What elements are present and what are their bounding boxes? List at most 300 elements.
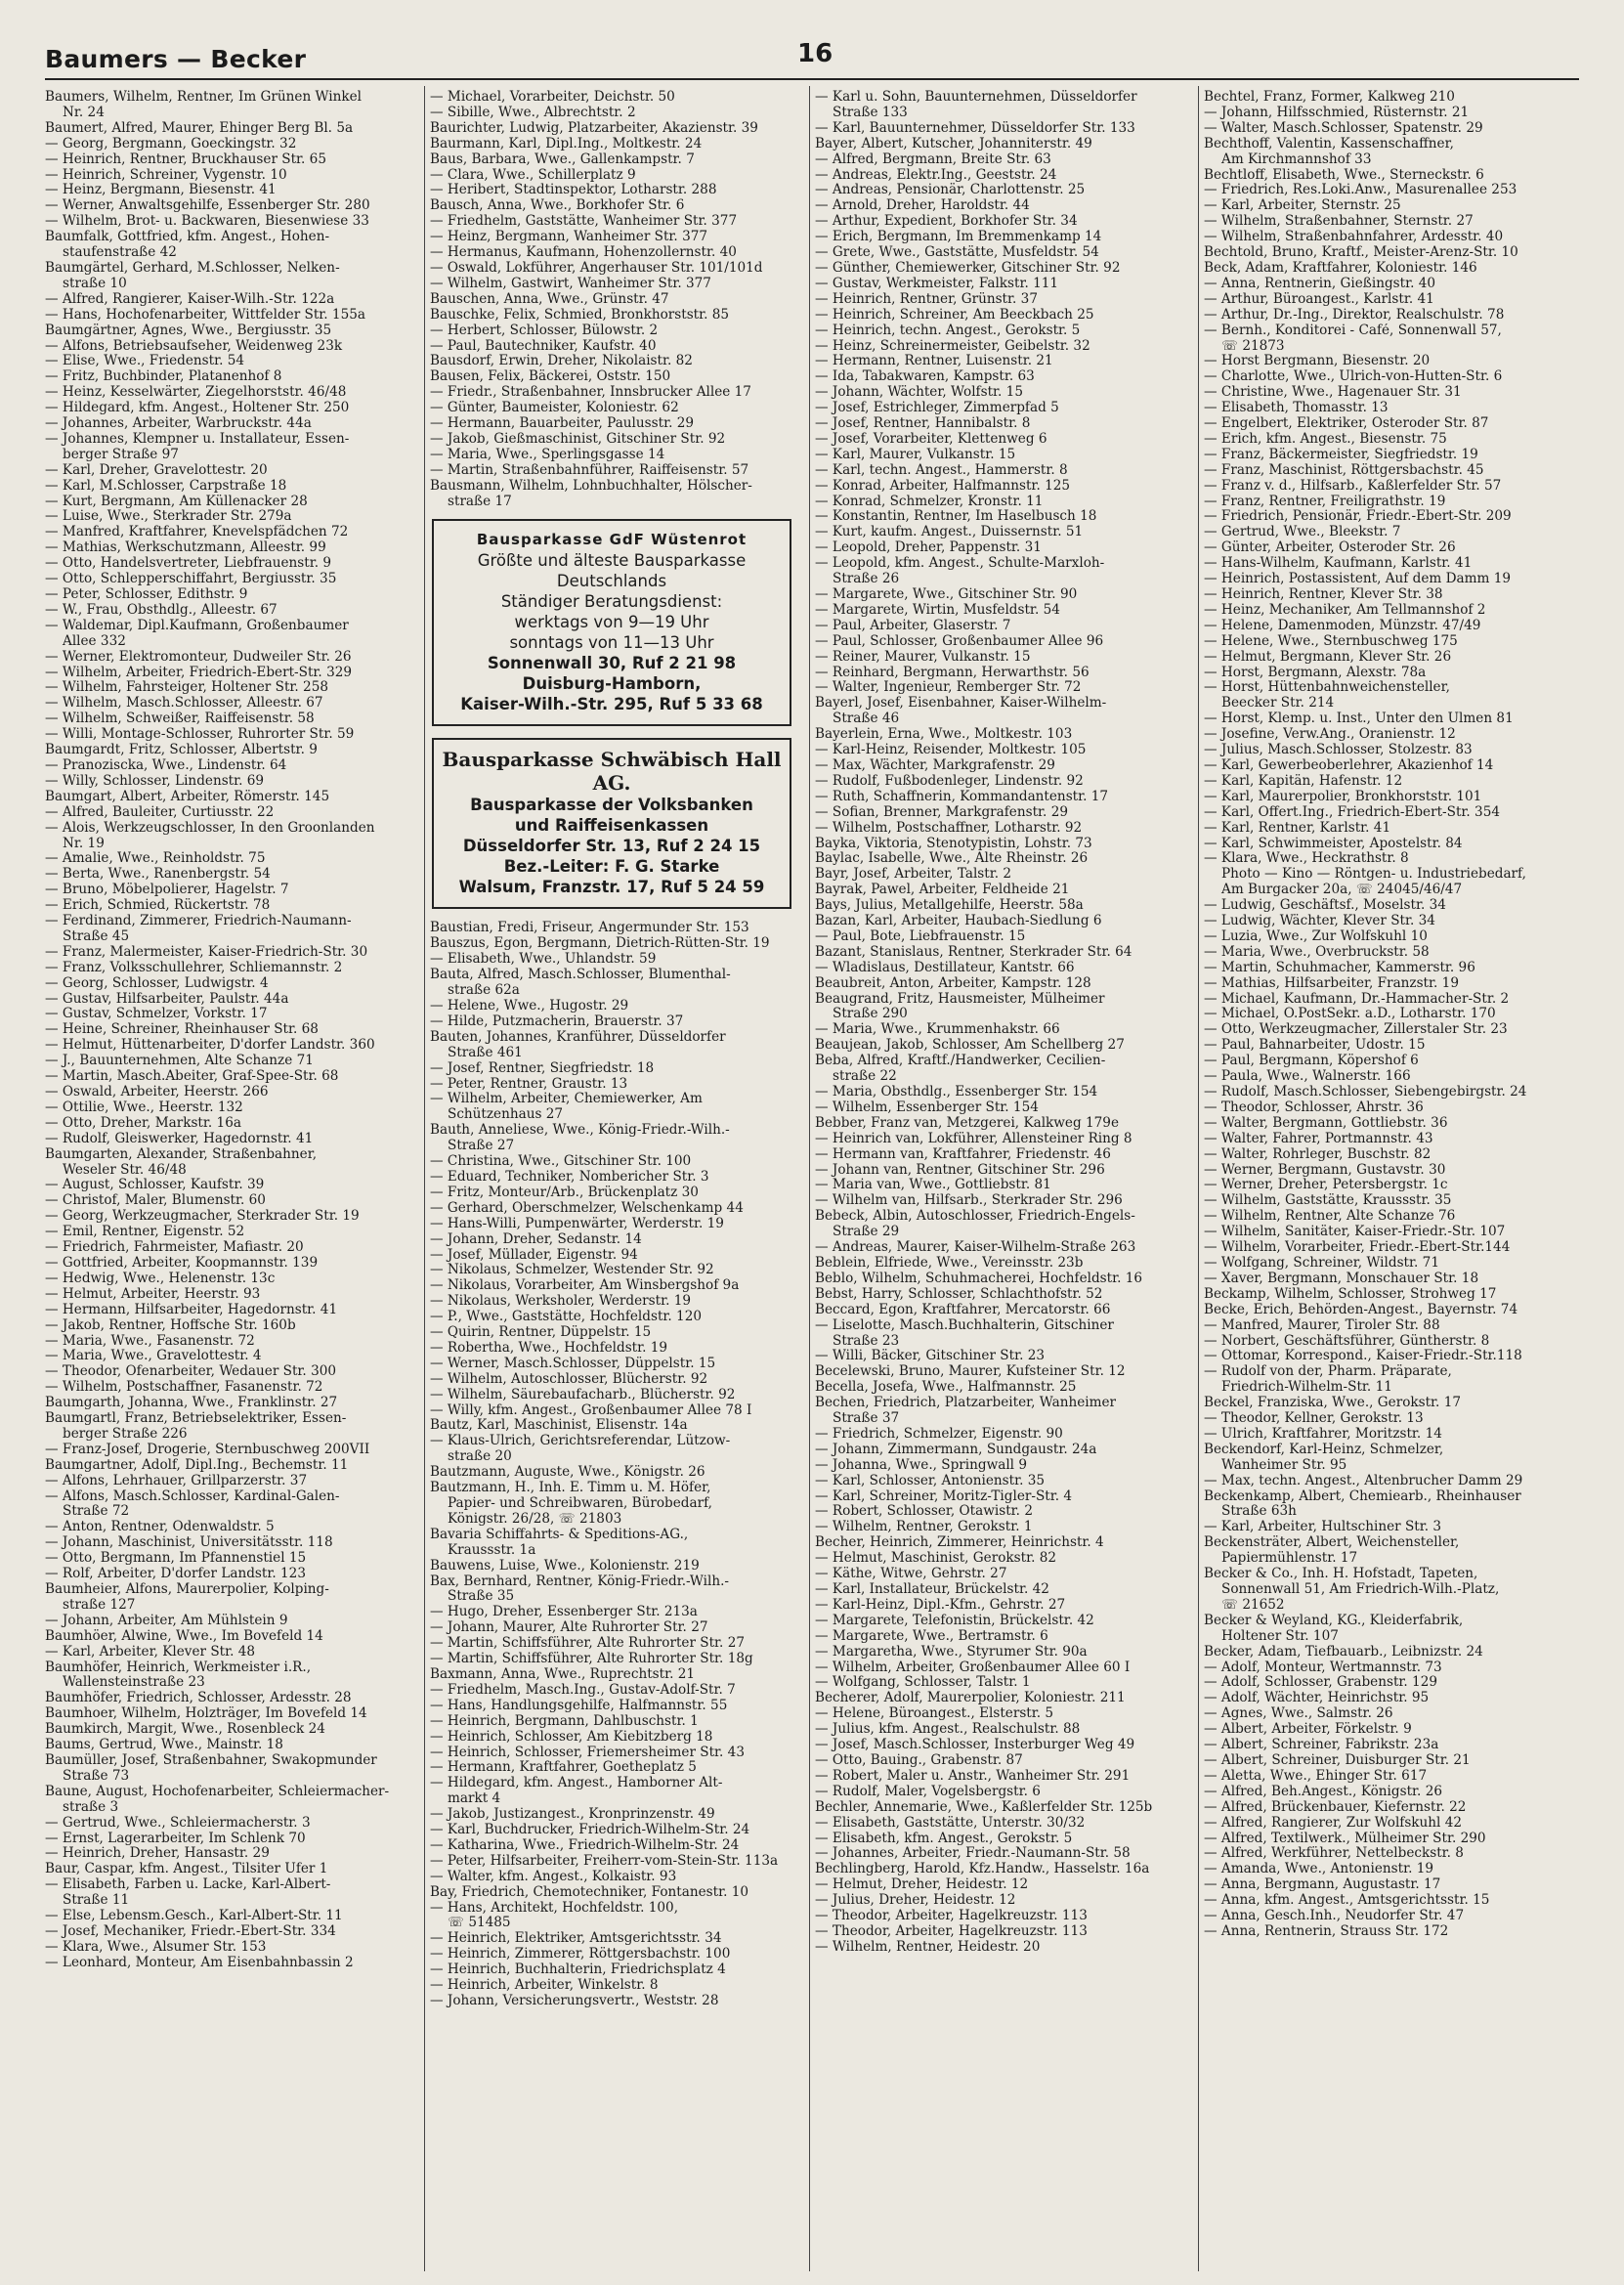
directory-entry: — Johann, Dreher, Sedanstr. 14 xyxy=(430,1231,642,1247)
directory-entry: — Karl, Arbeiter, Hultschiner Str. 3 xyxy=(1204,1520,1442,1535)
directory-entry: — Elisabeth, Thomasstr. 13 xyxy=(1204,401,1389,416)
directory-entry: — Helene, Wwe., Sternbuschweg 175 xyxy=(1204,633,1458,649)
directory-entry: — Karl, Arbeiter, Klever Str. 48 xyxy=(45,1644,256,1660)
directory-entry: — Heinrich, techn. Angest., Gerokstr. 5 xyxy=(815,323,1081,338)
directory-entry: — Anna, Rentnerin, Gießingstr. 40 xyxy=(1204,276,1436,291)
directory-entry: — Maria, Wwe., Gravelottestr. 4 xyxy=(45,1349,262,1364)
directory-entry: — Robert, Schlosser, Otawistr. 2 xyxy=(815,1504,1033,1520)
directory-entry: — Erich, kfm. Angest., Biesenstr. 75 xyxy=(1204,431,1447,447)
directory-entry: Baumhoer, Wilhelm, Holzträger, Im Bovefeld 14 xyxy=(45,1706,367,1722)
directory-entry: — Friedrich, Schmelzer, Eigenstr. 90 xyxy=(815,1426,1063,1442)
directory-entry: — Peter, Hilfsarbeiter, Freiherr-vom-Stein-Str. 113a xyxy=(430,1853,779,1869)
directory-entry: — Karl-Heinz, Dipl.-Kfm., Gehrstr. 27 xyxy=(815,1597,1066,1613)
directory-entry: straße 17 xyxy=(448,494,512,509)
directory-entry: Bauschke, Felix, Schmied, Bronkhorststr. 85 xyxy=(430,307,730,323)
ad-line: Bez.-Leiter: F. G. Starke xyxy=(503,857,720,877)
directory-entry: — Bruno, Möbelpolierer, Hagelstr. 7 xyxy=(45,883,289,898)
directory-entry: Becke, Erich, Behörden-Angest., Bayernstr. 74 xyxy=(1204,1302,1518,1317)
directory-entry: — Friedrich, Res.Loki.Anw., Masurenallee 253 xyxy=(1204,183,1517,198)
directory-column-1 xyxy=(45,90,408,2271)
directory-entry: — Wilhelm, Gaststätte, Kraussstr. 35 xyxy=(1204,1193,1452,1209)
directory-entry: — Margarete, Telefonistin, Brückelstr. 42 xyxy=(815,1613,1094,1628)
directory-entry: Am Burgacker 20a, ☏ 24045/46/47 xyxy=(1221,883,1463,898)
directory-entry: Straße 46 xyxy=(833,711,900,727)
directory-entry: — Johanna, Wwe., Springwall 9 xyxy=(815,1457,1028,1473)
directory-entry: — Mathias, Werkschutzmann, Alleestr. 99 xyxy=(45,540,326,556)
directory-entry: — Heribert, Stadtinspektor, Lotharstr. 288 xyxy=(430,183,717,198)
directory-entry: — Maria, Wwe., Fasanenstr. 72 xyxy=(45,1333,255,1349)
directory-entry: — Emil, Rentner, Eigenstr. 52 xyxy=(45,1225,245,1240)
directory-entry: — Anna, Bergmann, Augustastr. 17 xyxy=(1204,1877,1441,1893)
directory-entry: — Karl, Schlosser, Antonienstr. 35 xyxy=(815,1473,1046,1488)
directory-entry: — Johann, Maurer, Alte Ruhrorter Str. 27 xyxy=(430,1620,708,1636)
directory-entry: — Heinrich, Buchhalterin, Friedrichsplatz 4 xyxy=(430,1962,726,1978)
directory-entry: — Margaretha, Wwe., Styrumer Str. 90a xyxy=(815,1644,1088,1660)
directory-entry: Straße 11 xyxy=(63,1893,130,1909)
ad-line: Ständiger Beratungsdienst: xyxy=(500,592,723,612)
directory-entry: Beckendorf, Karl-Heinz, Schmelzer, xyxy=(1204,1442,1444,1457)
directory-entry: — Rudolf, Gleiswerker, Hagedornstr. 41 xyxy=(45,1131,314,1146)
directory-entry: — Heinz, Bergmann, Wanheimer Str. 377 xyxy=(430,230,708,245)
directory-entry: — Sofian, Brenner, Markgrafenstr. 29 xyxy=(815,804,1068,820)
directory-entry: — Helmut, Hüttenarbeiter, D'dorfer Landstr. 360 xyxy=(45,1038,375,1054)
directory-entry: — Heinz, Bergmann, Biesenstr. 41 xyxy=(45,183,277,198)
directory-entry: Straße 27 xyxy=(448,1139,515,1154)
directory-entry: — Paul, Arbeiter, Glaserstr. 7 xyxy=(815,618,1011,633)
directory-entry: — Friedrich, Pensionär, Friedr.-Ebert-Str. 209 xyxy=(1204,509,1512,525)
directory-entry: — Alfred, Beh.Angest., Königstr. 26 xyxy=(1204,1784,1442,1799)
directory-entry: — Clara, Wwe., Schillerplatz 9 xyxy=(430,167,636,183)
directory-entry: — Waldemar, Dipl.Kaufmann, Großenbaumer xyxy=(45,618,349,633)
directory-entry: Becker, Adam, Tiefbauarb., Leibnizstr. 24 xyxy=(1204,1644,1483,1660)
directory-entry: — Klara, Wwe., Alsumer Str. 153 xyxy=(45,1939,267,1955)
directory-entry: — Helene, Büroangest., Elsterstr. 5 xyxy=(815,1706,1054,1722)
directory-entry: — Martin, Masch.Abeiter, Graf-Spee-Str. 68 xyxy=(45,1069,339,1085)
directory-entry: — Eduard, Techniker, Nombericher Str. 3 xyxy=(430,1169,709,1185)
directory-entry: — Helmut, Maschinist, Gerokstr. 82 xyxy=(815,1551,1057,1567)
directory-entry: Baur, Caspar, kfm. Angest., Tilsiter Ufer 1 xyxy=(45,1862,328,1877)
directory-entry: — Wladislaus, Destillateur, Kantstr. 66 xyxy=(815,960,1075,975)
directory-entry: — Max, Wächter, Markgrafenstr. 29 xyxy=(815,757,1055,773)
directory-entry: Bazant, Stanislaus, Rentner, Sterkrader Str. 64 xyxy=(815,944,1133,960)
directory-entry: — Alfred, Textilwerk., Mülheimer Str. 290 xyxy=(1204,1831,1486,1846)
directory-entry: — Margarete, Wwe., Gitschiner Str. 90 xyxy=(815,587,1078,602)
directory-entry: — Hildegard, kfm. Angest., Hamborner Alt- xyxy=(430,1776,723,1791)
directory-entry: — Mathias, Hilfsarbeiter, Franzstr. 19 xyxy=(1204,975,1459,991)
directory-entry: — Konstantin, Rentner, Im Haselbusch 18 xyxy=(815,509,1097,525)
ad-line: Bausparkasse Schwäbisch Hall AG. xyxy=(442,748,782,796)
directory-column-3 xyxy=(815,90,1178,2271)
directory-entry: Holtener Str. 107 xyxy=(1221,1628,1339,1644)
directory-entry: Bausen, Felix, Bäckerei, Oststr. 150 xyxy=(430,369,671,385)
ad-line: Sonnenwall 30, Ruf 2 21 98 xyxy=(487,654,737,673)
directory-entry: Am Kirchmannshof 33 xyxy=(1221,151,1372,167)
directory-entry: Weseler Str. 46/48 xyxy=(63,1162,187,1178)
directory-entry: Königstr. 26/28, ☏ 21803 xyxy=(448,1511,622,1527)
directory-entry: — Karl, Maurer, Vulkanstr. 15 xyxy=(815,447,1016,462)
directory-entry: — Paul, Bote, Liebfrauenstr. 15 xyxy=(815,928,1026,944)
directory-entry: — Maria van, Wwe., Gottliebstr. 81 xyxy=(815,1178,1051,1193)
directory-entry: Beblo, Wilhelm, Schuhmacherei, Hochfeldstr. 16 xyxy=(815,1271,1143,1286)
directory-entry: — Gustav, Werkmeister, Falkstr. 111 xyxy=(815,276,1059,291)
directory-entry: — Engelbert, Elektriker, Osteroder Str. 87 xyxy=(1204,416,1489,432)
directory-entry: — Ulrich, Kraftfahrer, Moritzstr. 14 xyxy=(1204,1426,1442,1442)
header-rule xyxy=(45,78,1579,80)
directory-entry: — Friedr., Straßenbahner, Innsbrucker Allee 17 xyxy=(430,385,751,401)
directory-entry: — Franz, Maschinist, Röttgersbachstr. 45 xyxy=(1204,462,1484,478)
directory-entry: — Wilhelm, Rentner, Alte Schanze 76 xyxy=(1204,1209,1456,1225)
directory-entry: Bechthoff, Valentin, Kassenschaffner, xyxy=(1204,136,1454,151)
directory-entry: — Willy, kfm. Angest., Großenbaumer Allee 78 I xyxy=(430,1402,752,1418)
directory-entry: Baurichter, Ludwig, Platzarbeiter, Akazienstr. 39 xyxy=(430,120,758,136)
directory-entry: Bayerlein, Erna, Wwe., Moltkestr. 103 xyxy=(815,727,1073,743)
directory-entry: — Alfred, Bergmann, Breite Str. 63 xyxy=(815,151,1051,167)
directory-entry: — Ludwig, Wächter, Klever Str. 34 xyxy=(1204,914,1435,929)
directory-entry: — Josef, Mechaniker, Friedr.-Ebert-Str. 334 xyxy=(45,1923,336,1939)
directory-entry: Baumgarth, Johanna, Wwe., Franklinstr. 27 xyxy=(45,1396,338,1411)
directory-entry: — Karl, Gewerbeoberlehrer, Akazienhof 14 xyxy=(1204,757,1494,773)
directory-entry: — Gerhard, Oberschmelzer, Welschenkamp 44 xyxy=(430,1200,744,1216)
directory-entry: — Konrad, Arbeiter, Halfmannstr. 125 xyxy=(815,478,1071,494)
directory-entry: — Ida, Tabakwaren, Kampstr. 63 xyxy=(815,369,1035,385)
column-divider xyxy=(809,86,810,2271)
directory-entry: — Rudolf, Masch.Schlosser, Siebengebirgstr. 24 xyxy=(1204,1085,1527,1099)
ad-line: Größte und älteste Bausparkasse xyxy=(477,551,747,571)
directory-entry: — Martin, Straßenbahnführer, Raiffeisenstr. 57 xyxy=(430,462,749,478)
directory-entry: — Christina, Wwe., Gitschiner Str. 100 xyxy=(430,1154,692,1170)
directory-entry: — W., Frau, Obsthdlg., Alleestr. 67 xyxy=(45,602,278,618)
directory-entry: — Jakob, Justizangest., Kronprinzenstr. 49 xyxy=(430,1807,715,1823)
directory-entry: — Otto, Bauing., Grabenstr. 87 xyxy=(815,1752,1023,1768)
directory-entry: — Wilhelm, Rentner, Heidestr. 20 xyxy=(815,1939,1041,1955)
ad-line: Walsum, Franzstr. 17, Ruf 5 24 59 xyxy=(458,878,765,897)
directory-entry: Bauszus, Egon, Bergmann, Dietrich-Rütten-Str. 19 xyxy=(430,936,770,952)
directory-entry: — Georg, Bergmann, Goeckingstr. 32 xyxy=(45,136,297,151)
directory-entry: Nr. 24 xyxy=(63,105,105,120)
directory-entry: — Michael, Kaufmann, Dr.-Hammacher-Str. 2 xyxy=(1204,991,1510,1007)
directory-entry: — Peter, Rentner, Graustr. 13 xyxy=(430,1076,628,1092)
directory-entry: — Helene, Damenmoden, Münzstr. 47/49 xyxy=(1204,618,1481,633)
directory-entry: — J., Bauunternehmen, Alte Schanze 71 xyxy=(45,1054,314,1069)
directory-entry: Baumhöfer, Friedrich, Schlosser, Ardesstr. 28 xyxy=(45,1691,352,1706)
directory-entry: — Xaver, Bergmann, Monschauer Str. 18 xyxy=(1204,1271,1479,1286)
directory-entry: — P., Wwe., Gaststätte, Hochfeldstr. 120 xyxy=(430,1310,703,1325)
directory-entry: — Adolf, Monteur, Wertmannstr. 73 xyxy=(1204,1660,1442,1675)
directory-entry: — Theodor, Arbeiter, Hagelkreuzstr. 113 xyxy=(815,1909,1088,1924)
directory-entry: — Quirin, Rentner, Düppelstr. 15 xyxy=(430,1325,652,1341)
directory-entry: — Norbert, Geschäftsführer, Güntherstr. 8 xyxy=(1204,1333,1490,1349)
directory-entry: Bautzmann, H., Inh. E. Timm u. M. Höfer, xyxy=(430,1481,711,1496)
directory-entry: — Franz v. d., Hilfsarb., Kaßlerfelder Str. 57 xyxy=(1204,478,1502,494)
directory-entry: — Werner, Anwaltsgehilfe, Essenberger Str. 280 xyxy=(45,198,370,214)
directory-entry: Bebber, Franz van, Metzgerei, Kalkweg 179e xyxy=(815,1115,1119,1131)
directory-entry: Baumert, Alfred, Maurer, Ehinger Berg Bl. 5a xyxy=(45,120,354,136)
directory-entry: — Johannes, Klempner u. Installateur, Essen- xyxy=(45,431,350,447)
directory-entry: — Hermanus, Kaufmann, Hohenzollernstr. 40 xyxy=(430,245,737,261)
directory-entry: ☏ 21873 xyxy=(1221,338,1285,354)
directory-entry: — Heinrich van, Lokführer, Allensteiner Ring 8 xyxy=(815,1131,1133,1146)
directory-entry: — Konrad, Schmelzer, Kronstr. 11 xyxy=(815,494,1044,509)
directory-entry: — Nikolaus, Vorarbeiter, Am Winsbergshof 9a xyxy=(430,1278,740,1294)
directory-entry: — Heinrich, Zimmerer, Röttgersbachstr. 100 xyxy=(430,1947,731,1962)
directory-entry: Wanheimer Str. 95 xyxy=(1221,1457,1347,1473)
directory-entry: — Helmut, Arbeiter, Heerstr. 93 xyxy=(45,1286,261,1302)
directory-entry: Bauten, Johannes, Kranführer, Düsseldorfer xyxy=(430,1029,726,1045)
directory-entry: — Heinrich, Bergmann, Dahlbuschstr. 1 xyxy=(430,1713,699,1729)
directory-entry: — Maria, Wwe., Sperlingsgasse 14 xyxy=(430,447,665,462)
directory-entry: — Josef, Vorarbeiter, Klettenweg 6 xyxy=(815,431,1047,447)
directory-entry: — Andreas, Elektr.Ing., Geeststr. 24 xyxy=(815,167,1057,183)
directory-entry: straße 62a xyxy=(448,983,520,999)
directory-entry: — Ernst, Lagerarbeiter, Im Schlenk 70 xyxy=(45,1831,306,1846)
directory-entry: — Paul, Bergmann, Köpershof 6 xyxy=(1204,1054,1419,1069)
directory-entry: — Karl, techn. Angest., Hammerstr. 8 xyxy=(815,462,1068,478)
directory-entry: — Rudolf, Fußbodenleger, Lindenstr. 92 xyxy=(815,773,1084,789)
directory-entry: Baus, Barbara, Wwe., Gallenkampstr. 7 xyxy=(430,151,695,167)
directory-entry: Bechtold, Bruno, Kraftf., Meister-Arenz-Str. 10 xyxy=(1204,245,1518,261)
directory-entry: — Ferdinand, Zimmerer, Friedrich-Naumann- xyxy=(45,914,352,929)
directory-entry: Baumfalk, Gottfried, kfm. Angest., Hohen- xyxy=(45,230,330,245)
directory-entry: — Heinrich, Dreher, Hansastr. 29 xyxy=(45,1846,270,1862)
directory-entry: — Heinrich, Arbeiter, Winkelstr. 8 xyxy=(430,1978,659,1994)
directory-entry: — Kurt, kaufm. Angest., Duissernstr. 51 xyxy=(815,525,1084,540)
directory-entry: — Wilhelm, Rentner, Gerokstr. 1 xyxy=(815,1520,1033,1535)
directory-entry: — Amanda, Wwe., Antonienstr. 19 xyxy=(1204,1862,1434,1877)
directory-entry: — Horst Bergmann, Biesenstr. 20 xyxy=(1204,354,1431,369)
directory-entry: Straße 63h xyxy=(1221,1504,1297,1520)
directory-entry: Becker & Weyland, KG., Kleiderfabrik, xyxy=(1204,1613,1464,1628)
directory-entry: — Otto, Handelsvertreter, Liebfrauenstr. 9 xyxy=(45,556,332,572)
column-divider xyxy=(424,86,425,2271)
directory-entry: — Heinz, Mechaniker, Am Tellmannshof 2 xyxy=(1204,602,1486,618)
directory-entry: — Günter, Baumeister, Koloniestr. 62 xyxy=(430,401,679,416)
directory-entry: Bechlingberg, Harold, Kfz.Handw., Hasselstr. 16a xyxy=(815,1862,1150,1877)
directory-entry: Bayrak, Pawel, Arbeiter, Feldheide 21 xyxy=(815,883,1070,898)
directory-entry: — Maria, Obsthdlg., Essenberger Str. 154 xyxy=(815,1085,1098,1099)
ad-line: Duisburg-Hamborn, xyxy=(522,674,702,694)
directory-entry: — Wilhelm van, Hilfsarb., Sterkrader Str. 296 xyxy=(815,1193,1123,1209)
directory-entry: Baumgart, Albert, Arbeiter, Römerstr. 145 xyxy=(45,789,330,804)
directory-entry: — Karl, Schreiner, Moritz-Tigler-Str. 4 xyxy=(815,1488,1073,1504)
directory-entry: — Johann, Zimmermann, Sundgaustr. 24a xyxy=(815,1442,1097,1457)
directory-entry: — Arthur, Büroangest., Karlstr. 41 xyxy=(1204,291,1434,307)
directory-entry: — Gustav, Hilfsarbeiter, Paulstr. 44a xyxy=(45,991,289,1007)
directory-entry: — Wilhelm, Straßenbahner, Sternstr. 27 xyxy=(1204,214,1474,230)
directory-entry: Bechler, Annemarie, Wwe., Kaßlerfelder Str. 125b xyxy=(815,1799,1153,1815)
directory-entry: straße 3 xyxy=(63,1799,119,1815)
directory-entry: — Else, Lebensm.Gesch., Karl-Albert-Str. 11 xyxy=(45,1909,343,1924)
directory-entry: — Werner, Elektromonteur, Dudweiler Str. 26 xyxy=(45,649,352,665)
directory-entry: — Ottomar, Korrespond., Kaiser-Friedr.-Str.118 xyxy=(1204,1349,1522,1364)
directory-entry: Straße 35 xyxy=(448,1589,515,1605)
directory-entry: Baustian, Fredi, Friseur, Angermunder Str. 153 xyxy=(430,921,749,936)
directory-entry: — Wilhelm, Fahrsteiger, Holtener Str. 258 xyxy=(45,680,328,696)
directory-entry: — Josef, Masch.Schlosser, Insterburger Weg 49 xyxy=(815,1738,1135,1753)
directory-entry: — Theodor, Schlosser, Ahrstr. 36 xyxy=(1204,1099,1424,1115)
directory-entry: — Liselotte, Masch.Buchhalterin, Gitschiner xyxy=(815,1317,1114,1333)
directory-entry: — Julius, Masch.Schlosser, Stolzestr. 83 xyxy=(1204,743,1473,758)
directory-entry: Beaugrand, Fritz, Hausmeister, Mülheimer xyxy=(815,991,1105,1007)
directory-entry: — Theodor, Arbeiter, Hagelkreuzstr. 113 xyxy=(815,1923,1088,1939)
directory-entry: Baumgartner, Adolf, Dipl.Ing., Bechemstr. 11 xyxy=(45,1457,349,1473)
directory-entry: — Hermann, Rentner, Luisenstr. 21 xyxy=(815,354,1053,369)
directory-entry: — Karl, Maurerpolier, Bronkhorststr. 101 xyxy=(1204,789,1482,804)
directory-entry: Baumgärtner, Agnes, Wwe., Bergiusstr. 35 xyxy=(45,323,332,338)
directory-entry: — Wilhelm, Vorarbeiter, Friedr.-Ebert-Str.144 xyxy=(1204,1240,1511,1256)
directory-entry: — Wilhelm, Autoschlosser, Blücherstr. 92 xyxy=(430,1371,708,1387)
directory-entry: — Julius, kfm. Angest., Realschulstr. 88 xyxy=(815,1722,1081,1738)
ad-line: werktags von 9—19 Uhr xyxy=(514,613,709,632)
directory-entry: Beckamp, Wilhelm, Schlosser, Strohweg 17 xyxy=(1204,1286,1497,1302)
directory-entry: — Hans, Hochofenarbeiter, Wittfelder Str. 155a xyxy=(45,307,365,323)
directory-entry: — Otto, Werkzeugmacher, Zillerstaler Str. 23 xyxy=(1204,1022,1508,1038)
directory-entry: Friedrich-Wilhelm-Str. 11 xyxy=(1221,1380,1392,1396)
directory-entry: — Agnes, Wwe., Salmstr. 26 xyxy=(1204,1706,1393,1722)
directory-entry: — Manfred, Maurer, Tiroler Str. 88 xyxy=(1204,1317,1440,1333)
directory-entry: ☏ 51485 xyxy=(448,1916,511,1931)
advertisement-wuestenrot xyxy=(432,519,791,726)
directory-entry: Becherer, Adolf, Maurerpolier, Koloniestr. 211 xyxy=(815,1691,1126,1706)
directory-column-2 xyxy=(430,90,793,2271)
directory-entry: — Willi, Bäcker, Gitschiner Str. 23 xyxy=(815,1349,1046,1364)
directory-entry: straße 127 xyxy=(63,1597,136,1613)
ad-line: sonntags von 11—13 Uhr xyxy=(509,633,714,653)
directory-entry: Bechen, Friedrich, Platzarbeiter, Wanheimer xyxy=(815,1396,1117,1411)
directory-entry: — Reinhard, Bergmann, Herwarthstr. 56 xyxy=(815,665,1090,680)
directory-entry: berger Straße 97 xyxy=(63,447,179,462)
directory-entry: — Alfons, Lehrhauer, Grillparzerstr. 37 xyxy=(45,1473,308,1488)
directory-entry: — Josef, Rentner, Siegfriedstr. 18 xyxy=(430,1060,655,1076)
directory-entry: — Karl, Installateur, Brückelstr. 42 xyxy=(815,1582,1049,1597)
directory-entry: — Karl, Kapitän, Hafenstr. 12 xyxy=(1204,773,1403,789)
directory-entry: — Josef, Rentner, Hannibalstr. 8 xyxy=(815,416,1031,432)
directory-entry: — Walter, kfm. Angest., Kolkaistr. 93 xyxy=(430,1869,677,1884)
directory-entry: — Hermann, Kraftfahrer, Goetheplatz 5 xyxy=(430,1760,697,1776)
directory-entry: — Johann, Versicherungsvertr., Weststr. 28 xyxy=(430,1994,719,2008)
directory-entry: — Heinrich, Rentner, Bruckhauser Str. 65 xyxy=(45,151,326,167)
ad-line: Bausparkasse der Volksbanken xyxy=(470,796,753,815)
directory-entry: — Luise, Wwe., Sterkrader Str. 279a xyxy=(45,509,292,525)
directory-entry: — Klara, Wwe., Heckrathstr. 8 xyxy=(1204,851,1409,867)
directory-entry: — Willy, Schlosser, Lindenstr. 69 xyxy=(45,773,265,789)
directory-entry: — Heinrich, Schlosser, Friemersheimer Str. 43 xyxy=(430,1745,745,1760)
directory-entry: — Heinz, Schreinermeister, Geibelstr. 32 xyxy=(815,338,1090,354)
directory-entry: — Robert, Maler u. Anstr., Wanheimer Str. 291 xyxy=(815,1768,1131,1784)
directory-entry: — Heinrich, Schlosser, Am Kiebitzberg 18 xyxy=(430,1729,713,1745)
directory-entry: Bauth, Anneliese, Wwe., König-Friedr.-Wilh.- xyxy=(430,1123,730,1139)
ad-line: Düsseldorfer Str. 13, Ruf 2 24 15 xyxy=(462,837,761,856)
directory-entry: Baumgärtel, Gerhard, M.Schlosser, Nelken- xyxy=(45,260,340,276)
directory-entry: — Paul, Bahnarbeiter, Udostr. 15 xyxy=(1204,1038,1426,1054)
directory-entry: — Arnold, Dreher, Haroldstr. 44 xyxy=(815,198,1030,214)
directory-column-4 xyxy=(1204,90,1567,2271)
directory-entry: — Georg, Schlosser, Ludwigstr. 4 xyxy=(45,975,269,991)
directory-entry: — Adolf, Wächter, Heinrichstr. 95 xyxy=(1204,1691,1430,1706)
directory-entry: — Christine, Wwe., Hagenauer Str. 31 xyxy=(1204,385,1462,401)
directory-entry: — Gustav, Schmelzer, Vorkstr. 17 xyxy=(45,1007,268,1022)
directory-entry: Bechtloff, Elisabeth, Wwe., Sterneckstr. 6 xyxy=(1204,167,1484,183)
directory-entry: — Alfred, Brückenbauer, Kiefernstr. 22 xyxy=(1204,1799,1467,1815)
directory-entry: Baurmann, Karl, Dipl.Ing., Moltkestr. 24 xyxy=(430,136,703,151)
directory-entry: — Klaus-Ulrich, Gerichtsreferendar, Lützow- xyxy=(430,1434,731,1449)
directory-entry: — Otto, Bergmann, Im Pfannenstiel 15 xyxy=(45,1551,307,1567)
directory-entry: — Martin, Schiffsführer, Alte Ruhrorter Str. 27 xyxy=(430,1636,746,1652)
directory-entry: — Sibille, Wwe., Albrechtstr. 2 xyxy=(430,105,636,120)
directory-entry: — Franz, Malermeister, Kaiser-Friedrich-Str. 30 xyxy=(45,944,368,960)
directory-entry: Baylac, Isabelle, Wwe., Alte Rheinstr. 26 xyxy=(815,851,1089,867)
directory-entry: — Amalie, Wwe., Reinholdstr. 75 xyxy=(45,851,266,867)
directory-entry: Baumgardt, Fritz, Schlosser, Albertstr. 9 xyxy=(45,743,318,758)
advertisement-schwaebisch xyxy=(432,738,791,909)
directory-entry: Schützenhaus 27 xyxy=(448,1107,564,1123)
directory-entry: — Theodor, Ofenarbeiter, Wedauer Str. 300 xyxy=(45,1364,337,1380)
directory-entry: — Nikolaus, Werksholer, Werderstr. 19 xyxy=(430,1294,692,1310)
directory-entry: Becelewski, Bruno, Maurer, Kufsteiner Str. 12 xyxy=(815,1364,1126,1380)
directory-entry: — Johann van, Rentner, Gitschiner Str. 296 xyxy=(815,1162,1105,1178)
directory-entry: Straße 72 xyxy=(63,1504,130,1520)
directory-entry: — Martin, Schuhmacher, Kammerstr. 96 xyxy=(1204,960,1475,975)
directory-entry: — Wilhelm, Arbeiter, Großenbaumer Allee 60 I xyxy=(815,1660,1131,1675)
directory-entry: Bebst, Harry, Schlosser, Schlachthofstr. 52 xyxy=(815,1286,1103,1302)
directory-entry: Bayr, Josef, Arbeiter, Talstr. 2 xyxy=(815,867,1012,883)
directory-entry: — Georg, Werkzeugmacher, Sterkrader Str. 19 xyxy=(45,1209,360,1225)
directory-entry: Wallensteinstraße 23 xyxy=(63,1675,205,1691)
directory-entry: Bautz, Karl, Maschinist, Elisenstr. 14a xyxy=(430,1418,688,1434)
directory-entry: — Hermann van, Kraftfahrer, Friedenstr. 46 xyxy=(815,1146,1111,1162)
directory-entry: — Maria, Wwe., Overbruckstr. 58 xyxy=(1204,944,1430,960)
directory-entry: — Bernh., Konditorei - Café, Sonnenwall 57, xyxy=(1204,323,1502,338)
directory-entry: — Arthur, Dr.-Ing., Direktor, Realschulstr. 78 xyxy=(1204,307,1505,323)
directory-entry: Bauschen, Anna, Wwe., Grünstr. 47 xyxy=(430,291,669,307)
directory-entry: Papier- und Schreibwaren, Bürobedarf, xyxy=(448,1496,712,1511)
directory-entry: — Karl-Heinz, Reisender, Moltkestr. 105 xyxy=(815,743,1087,758)
directory-entry: — Friedhelm, Gaststätte, Wanheimer Str. 377 xyxy=(430,214,738,230)
directory-entry: Bay, Friedrich, Chemotechniker, Fontanestr. 10 xyxy=(430,1884,749,1900)
directory-entry: — Heinrich, Elektriker, Amtsgerichtsstr. 34 xyxy=(430,1931,722,1947)
ad-line: Deutschlands xyxy=(556,572,667,591)
directory-entry: — Elisabeth, kfm. Angest., Gerokstr. 5 xyxy=(815,1831,1073,1846)
directory-entry: — Gottfried, Arbeiter, Koopmannstr. 139 xyxy=(45,1255,319,1271)
directory-entry: — Anna, Gesch.Inh., Neudorfer Str. 47 xyxy=(1204,1909,1465,1924)
directory-entry: berger Straße 226 xyxy=(63,1426,188,1442)
directory-entry: — Josefine, Verw.Ang., Oranienstr. 12 xyxy=(1204,727,1456,743)
directory-entry: — Wolfgang, Schreiner, Wildstr. 71 xyxy=(1204,1255,1439,1271)
directory-entry: — Reiner, Maurer, Vulkanstr. 15 xyxy=(815,649,1031,665)
directory-entry: — Horst, Hüttenbahnweichensteller, xyxy=(1204,680,1450,696)
directory-entry: — Elisabeth, Gaststätte, Unterstr. 30/32 xyxy=(815,1815,1086,1831)
directory-entry: — Kurt, Bergmann, Am Küllenacker 28 xyxy=(45,494,308,509)
directory-entry: Bechtel, Franz, Former, Kalkweg 210 xyxy=(1204,90,1455,105)
ad-line: Bausparkasse GdF Wüstenrot xyxy=(476,531,748,549)
directory-entry: Straße 73 xyxy=(63,1768,130,1784)
directory-entry: — Michael, O.PostSekr. a.D., Lotharstr. 170 xyxy=(1204,1007,1496,1022)
directory-entry: — Heinrich, Postassistent, Auf dem Damm 19 xyxy=(1204,572,1512,587)
directory-entry: straße 20 xyxy=(448,1449,512,1465)
directory-entry: — Herbert, Schlosser, Bülowstr. 2 xyxy=(430,323,659,338)
directory-entry: — Albert, Schreiner, Fabrikstr. 23a xyxy=(1204,1738,1439,1753)
directory-entry: — Hermann, Bauarbeiter, Paulusstr. 29 xyxy=(430,416,695,432)
directory-entry: Bebeck, Albin, Autoschlosser, Friedrich-Engels- xyxy=(815,1209,1135,1225)
directory-entry: — Hildegard, kfm. Angest., Holtener Str. 250 xyxy=(45,401,350,416)
directory-entry: — Oswald, Lokführer, Angerhauser Str. 101/101d xyxy=(430,260,763,276)
directory-entry: — Rudolf von der, Pharm. Präparate, xyxy=(1204,1364,1452,1380)
directory-entry: — Paul, Bautechniker, Kaufstr. 40 xyxy=(430,338,657,354)
directory-entry: — Elise, Wwe., Friedenstr. 54 xyxy=(45,354,245,369)
directory-entry: Bauwens, Luise, Wwe., Kolonienstr. 219 xyxy=(430,1558,700,1574)
directory-entry: — Heine, Schreiner, Rheinhauser Str. 68 xyxy=(45,1022,319,1038)
directory-entry: — Günter, Arbeiter, Osteroder Str. 26 xyxy=(1204,540,1456,556)
directory-entry: — Erich, Bergmann, Im Bremmenkamp 14 xyxy=(815,230,1102,245)
